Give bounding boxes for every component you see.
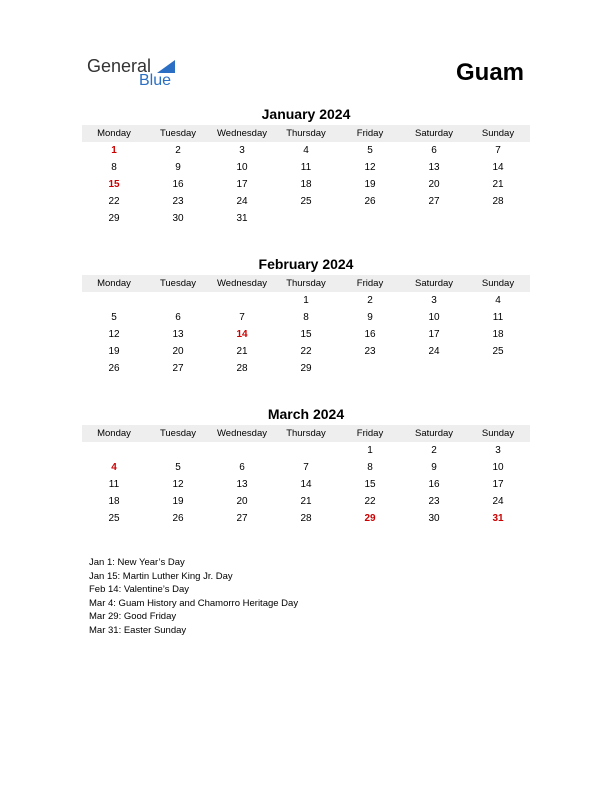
date-cell: 17: [428, 329, 440, 340]
weekday-label: Monday: [97, 128, 131, 139]
week-row: [82, 159, 530, 176]
date-cell: 27: [236, 513, 248, 524]
date-cell: 25: [108, 513, 120, 524]
date-cell: 30: [172, 213, 184, 224]
date-cell: 8: [303, 312, 309, 323]
month-block: [82, 256, 530, 377]
date-cell: 28: [492, 196, 504, 207]
date-cell: 6: [239, 462, 245, 473]
week-row: [82, 360, 530, 377]
date-cell: 14: [492, 162, 504, 173]
date-cell: 7: [495, 145, 501, 156]
date-cell: 18: [492, 329, 504, 340]
date-cell: 3: [239, 145, 245, 156]
date-cell: 23: [172, 196, 184, 207]
date-cell: 13: [236, 479, 248, 490]
weekday-header-row: [82, 425, 530, 442]
date-cell: 15: [300, 329, 312, 340]
holiday-list: [89, 556, 298, 637]
date-cell: 13: [172, 329, 184, 340]
holiday-item: Jan 15: Martin Luther King Jr. Day: [89, 570, 233, 582]
date-cell: 25: [300, 196, 312, 207]
week-row: [82, 343, 530, 360]
holiday-date-cell: 1: [111, 145, 117, 156]
date-cell: 27: [428, 196, 440, 207]
holiday-item: Mar 4: Guam History and Chamorro Heritage Day: [89, 597, 299, 609]
date-cell: 12: [172, 479, 184, 490]
date-cell: 19: [172, 496, 184, 507]
holiday-item: Mar 31: Easter Sunday: [89, 624, 187, 636]
date-cell: 5: [175, 462, 181, 473]
weekday-label: Tuesday: [159, 128, 197, 139]
date-cell: 4: [303, 145, 309, 156]
date-cell: 3: [495, 445, 501, 456]
date-cell: 21: [236, 346, 248, 357]
month-title: February 2024: [258, 256, 354, 272]
date-cell: 28: [300, 513, 312, 524]
date-cell: 7: [303, 462, 309, 473]
date-cell: 9: [175, 162, 181, 173]
date-cell: 11: [300, 162, 312, 173]
date-cell: 16: [364, 329, 376, 340]
date-cell: 10: [428, 312, 440, 323]
date-cell: 24: [236, 196, 248, 207]
date-cell: 21: [300, 496, 312, 507]
generalblue-logo: [87, 56, 187, 92]
date-cell: 5: [111, 312, 117, 323]
date-cell: 25: [492, 346, 504, 357]
holiday-date-cell: 29: [364, 513, 376, 524]
date-cell: 16: [172, 179, 184, 190]
logo-triangle-icon: [157, 60, 175, 73]
month-block: [82, 406, 530, 527]
weekday-label: Wednesday: [217, 428, 267, 439]
weekday-label: Friday: [356, 278, 384, 289]
week-row: [82, 309, 530, 326]
date-cell: 5: [367, 145, 373, 156]
date-cell: 6: [175, 312, 181, 323]
date-cell: 22: [300, 346, 312, 357]
date-cell: 18: [108, 496, 120, 507]
date-cell: 1: [303, 295, 309, 306]
date-cell: 17: [492, 479, 504, 490]
date-cell: 1: [367, 445, 373, 456]
weekday-header-row: [82, 275, 530, 292]
week-row: [82, 142, 530, 159]
date-cell: 20: [236, 496, 248, 507]
weekday-label: Sunday: [481, 128, 515, 139]
date-cell: 12: [108, 329, 120, 340]
holiday-date-cell: 4: [111, 462, 117, 473]
holiday-date-cell: 31: [492, 513, 504, 524]
date-cell: 24: [492, 496, 504, 507]
date-cell: 12: [364, 162, 376, 173]
date-cell: 30: [428, 513, 440, 524]
date-cell: 18: [300, 179, 312, 190]
date-cell: 26: [364, 196, 376, 207]
date-cell: 21: [492, 179, 504, 190]
date-cell: 20: [428, 179, 440, 190]
date-cell: 16: [428, 479, 440, 490]
date-cell: 26: [108, 363, 120, 374]
weekday-label: Wednesday: [217, 128, 267, 139]
date-cell: 23: [364, 346, 376, 357]
date-cell: 11: [108, 479, 120, 490]
date-cell: 20: [172, 346, 184, 357]
date-cell: 23: [428, 496, 440, 507]
logo-general-text: General: [87, 56, 152, 76]
date-cell: 7: [239, 312, 245, 323]
week-row: [82, 510, 530, 527]
date-cell: 9: [431, 462, 437, 473]
weekday-label: Friday: [356, 428, 384, 439]
date-cell: 15: [364, 479, 376, 490]
date-cell: 27: [172, 363, 184, 374]
weekday-header-row: [82, 125, 530, 142]
holiday-item: Jan 1: New Year’s Day: [89, 557, 185, 568]
weekday-label: Tuesday: [159, 428, 197, 439]
weekday-label: Thursday: [286, 128, 326, 139]
date-cell: 28: [236, 363, 248, 374]
week-row: [82, 210, 530, 227]
date-cell: 29: [300, 363, 312, 374]
date-cell: 4: [495, 295, 501, 306]
weekday-label: Saturday: [414, 278, 454, 289]
date-cell: 11: [492, 312, 504, 323]
date-cell: 6: [431, 145, 437, 156]
week-row: [82, 326, 530, 343]
month-title: March 2024: [267, 406, 345, 422]
weekday-label: Thursday: [286, 428, 326, 439]
date-cell: 24: [428, 346, 440, 357]
holiday-date-cell: 14: [236, 329, 248, 340]
country-title: Guam: [455, 59, 524, 86]
date-cell: 22: [108, 196, 120, 207]
date-cell: 17: [236, 179, 248, 190]
weekday-label: Tuesday: [159, 278, 197, 289]
date-cell: 2: [175, 145, 181, 156]
weekday-label: Saturday: [414, 128, 454, 139]
date-cell: 8: [367, 462, 373, 473]
weekday-label: Monday: [97, 278, 131, 289]
weekday-label: Friday: [356, 128, 384, 139]
weekday-label: Thursday: [286, 278, 326, 289]
weekday-label: Sunday: [481, 428, 515, 439]
date-cell: 10: [236, 162, 248, 173]
date-cell: 10: [492, 462, 504, 473]
weekday-label: Saturday: [414, 428, 454, 439]
date-cell: 9: [367, 312, 373, 323]
weekday-label: Sunday: [481, 278, 515, 289]
holiday-item: Mar 29: Good Friday: [89, 611, 177, 622]
date-cell: 19: [364, 179, 376, 190]
week-row: [82, 193, 530, 210]
week-row: [82, 459, 530, 476]
holiday-item: Feb 14: Valentine’s Day: [89, 584, 189, 595]
week-row: [82, 292, 530, 309]
week-row: [82, 176, 530, 193]
holiday-date-cell: 15: [108, 179, 120, 190]
week-row: [82, 493, 530, 510]
date-cell: 3: [431, 295, 437, 306]
date-cell: 26: [172, 513, 184, 524]
date-cell: 8: [111, 162, 117, 173]
weekday-label: Monday: [97, 428, 131, 439]
date-cell: 2: [367, 295, 373, 306]
weekday-label: Wednesday: [217, 278, 267, 289]
date-cell: 22: [364, 496, 376, 507]
date-cell: 13: [428, 162, 440, 173]
date-cell: 19: [108, 346, 120, 357]
logo-blue-text: Blue: [139, 72, 172, 89]
date-cell: 2: [431, 445, 437, 456]
month-title: January 2024: [261, 106, 351, 122]
date-cell: 29: [108, 213, 120, 224]
date-cell: 14: [300, 479, 312, 490]
week-row: [82, 442, 530, 459]
month-block: [82, 106, 530, 227]
date-cell: 31: [236, 213, 248, 224]
week-row: [82, 476, 530, 493]
